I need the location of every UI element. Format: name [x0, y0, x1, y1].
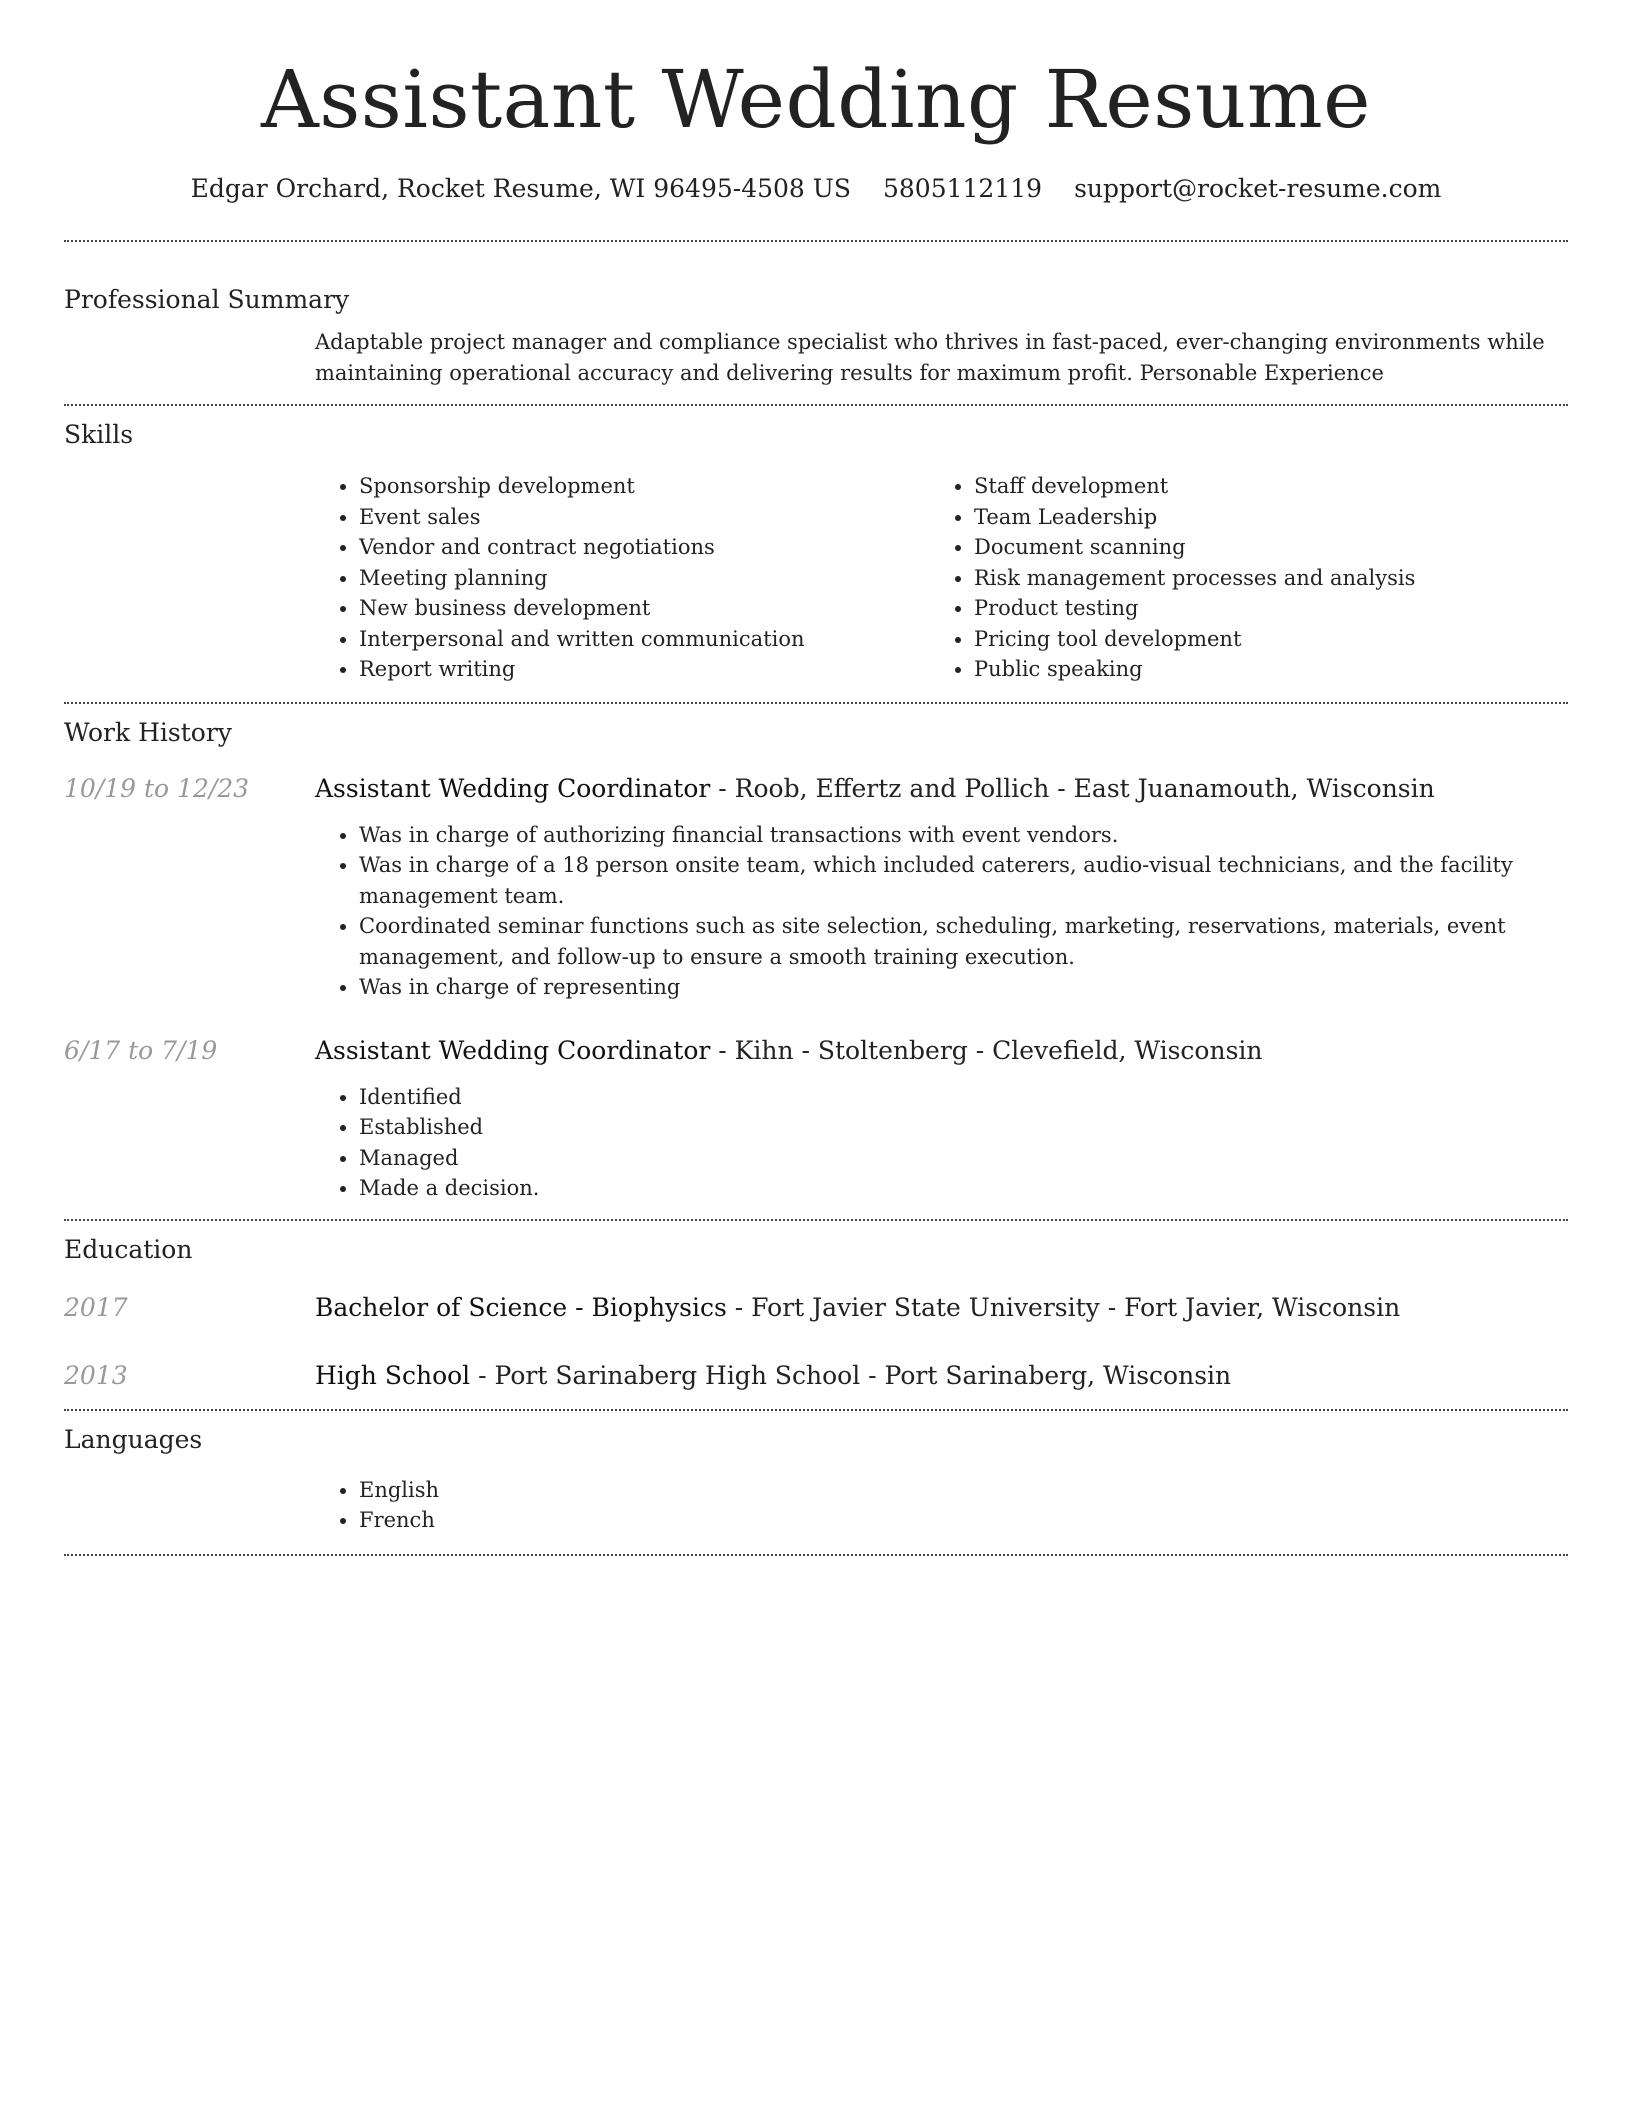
skill-item: • Pricing tool development	[974, 624, 1545, 655]
language-item: • French	[359, 1505, 1568, 1536]
education-year: 2017	[64, 1292, 128, 1322]
work-history-section	[64, 716, 1568, 1204]
divider	[64, 1409, 1568, 1411]
job-bullet: • Was in charge of representing	[359, 972, 1568, 1003]
job-details: - Kihn - Stoltenberg - Clevefield, Wisconsin	[710, 1035, 1263, 1065]
skill-item: • Public speaking	[974, 654, 1545, 685]
skill-item: • Sponsorship development	[359, 471, 930, 502]
job-bullet: • Was in charge of a 18 person onsite team, which included caterers, audio-visual technicians, and the facility management team.	[359, 850, 1568, 911]
education-section	[64, 1233, 1568, 1393]
education-heading-line	[315, 1359, 1568, 1393]
contact-address: Edgar Orchard, Rocket Resume, WI 96495-4508 US	[190, 174, 851, 203]
languages-list	[315, 1475, 1568, 1536]
skill-item: • Meeting planning	[359, 563, 930, 594]
job-bullets	[315, 820, 1568, 1003]
education-entry	[64, 1291, 1568, 1325]
job-bullet: • Managed	[359, 1143, 1568, 1174]
job-bullet: • Identified	[359, 1082, 1568, 1113]
contact-email: support@rocket-resume.com	[1074, 174, 1442, 203]
skill-item: • Vendor and contract negotiations	[359, 532, 930, 563]
skill-item: • Interpersonal and written communication	[359, 624, 930, 655]
job-bullet: • Was in charge of authorizing financial transactions with event vendors.	[359, 820, 1568, 851]
page-title: Assistant Wedding Resume	[260, 53, 1372, 146]
education-details: - Fort Javier State University - Fort Javier, Wisconsin	[726, 1292, 1401, 1322]
skills-column-left	[315, 471, 930, 685]
job-dates: 10/19 to 12/23	[64, 773, 250, 803]
divider	[64, 702, 1568, 704]
skill-item: • Report writing	[359, 654, 930, 685]
education-details: - Port Sarinaberg High School - Port Sarinaberg, Wisconsin	[470, 1360, 1232, 1390]
job-title: Assistant Wedding Coordinator	[315, 1035, 711, 1065]
skill-item: • Team Leadership	[974, 502, 1545, 533]
skill-item: • Product testing	[974, 593, 1545, 624]
education-heading-line	[315, 1291, 1568, 1325]
divider	[64, 240, 1568, 242]
job-entry	[64, 1034, 1568, 1204]
skill-item: • Risk management processes and analysis	[974, 563, 1545, 594]
job-title: Assistant Wedding Coordinator	[315, 773, 711, 803]
job-bullet: • Established	[359, 1112, 1568, 1143]
education-heading: Education	[64, 1234, 193, 1264]
job-bullets	[315, 1082, 1568, 1204]
contact-line	[64, 172, 1568, 206]
skills-heading: Skills	[64, 420, 134, 449]
job-entry	[64, 772, 1568, 1003]
education-degree: Bachelor of Science - Biophysics	[315, 1292, 727, 1322]
summary-text: Adaptable project manager and compliance specialist who thrives in fast-paced, ever-changing environments while maintaining operational accuracy and delivering results for maximum profit. Personable Experience	[315, 330, 1545, 385]
contact-phone: 5805112119	[883, 174, 1043, 203]
job-heading	[315, 772, 1568, 806]
job-bullet: • Made a decision.	[359, 1173, 1568, 1204]
resume-page	[64, 0, 1568, 1556]
education-year: 2013	[64, 1360, 128, 1390]
skills-section	[64, 418, 1568, 685]
divider	[64, 1219, 1568, 1221]
skills-column-right	[930, 471, 1545, 685]
skill-item: • Staff development	[974, 471, 1545, 502]
job-bullet: • Coordinated seminar functions such as site selection, scheduling, marketing, reservations, materials, event management, and follow-up to ensure a smooth training execution.	[359, 911, 1568, 972]
divider	[64, 1554, 1568, 1556]
divider	[64, 404, 1568, 406]
work-history-heading: Work History	[64, 717, 232, 747]
skill-item: • Document scanning	[974, 532, 1545, 563]
job-details: - Roob, Effertz and Pollich - East Juanamouth, Wisconsin	[710, 773, 1435, 803]
job-heading	[315, 1034, 1568, 1068]
skill-item: • Event sales	[359, 502, 930, 533]
education-entry	[64, 1359, 1568, 1393]
languages-heading: Languages	[64, 1424, 203, 1454]
summary-heading: Professional Summary	[64, 285, 350, 314]
languages-section	[64, 1423, 1568, 1536]
job-dates: 6/17 to 7/19	[64, 1035, 218, 1065]
skill-item: • New business development	[359, 593, 930, 624]
summary-section	[64, 283, 1568, 388]
language-item: • English	[359, 1475, 1568, 1506]
skills-list	[315, 471, 1568, 685]
education-degree: High School	[315, 1360, 471, 1390]
